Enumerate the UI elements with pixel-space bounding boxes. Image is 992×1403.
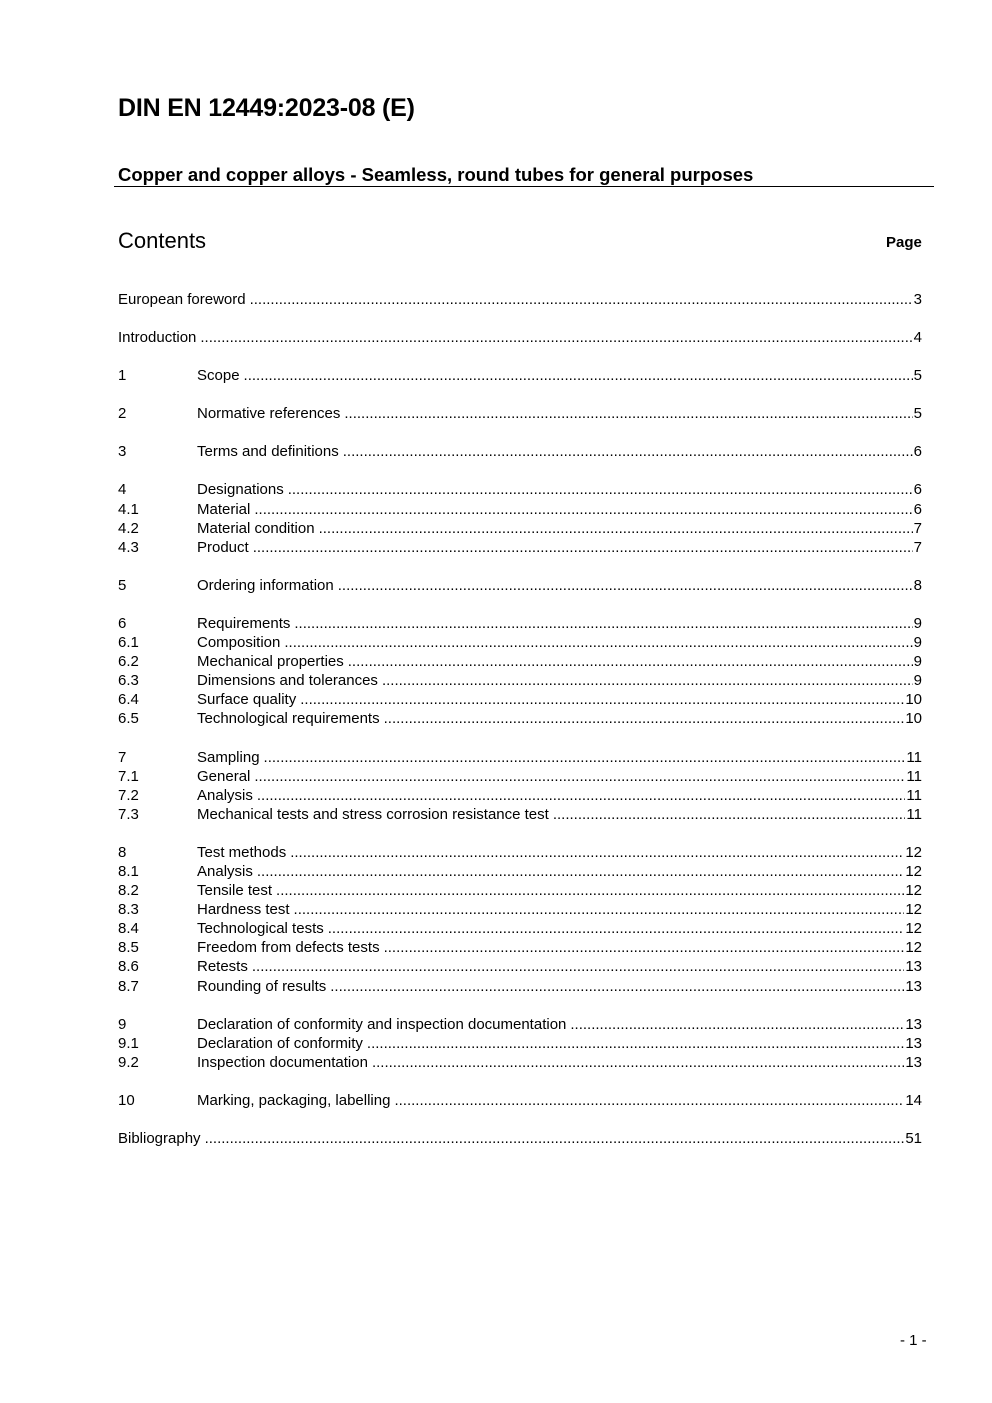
toc-dot-leader: [257, 862, 904, 881]
toc-dot-leader: [372, 1053, 904, 1072]
toc-dot-leader: [343, 442, 913, 461]
toc-entry-page: 6: [913, 500, 922, 518]
toc-group: [118, 480, 922, 556]
toc-entry-number: 4.2: [118, 519, 139, 537]
toc-entry-number: 8.2: [118, 882, 139, 900]
toc-entry-title: Freedom from defects tests: [197, 939, 380, 957]
toc-entry-title: Surface quality: [197, 691, 297, 709]
toc-dot-leader: [250, 290, 913, 309]
toc-entry-number: 7: [118, 748, 127, 766]
document-subtitle: Copper and copper alloys - Seamless, round tubes for general purposes: [118, 164, 754, 185]
toc-entry-title: Material condition: [197, 519, 315, 537]
toc-entry-number: 8.7: [118, 977, 139, 995]
toc-group: [118, 1015, 922, 1072]
toc-dot-leader: [253, 538, 913, 557]
toc-dot-leader: [382, 671, 913, 690]
toc-entry-number: 8.3: [118, 901, 139, 919]
toc-group: [118, 1091, 922, 1110]
toc-entry-title: Inspection documentation: [197, 1053, 368, 1071]
toc-entry[interactable]: [118, 1129, 922, 1148]
toc-entry-number: 7.2: [118, 786, 139, 804]
toc-entry-number: 9: [118, 1015, 127, 1033]
toc-entry-page: 3: [913, 291, 922, 308]
contents-heading: Contents: [118, 228, 207, 253]
toc-entry-number: 5: [118, 576, 127, 594]
toc-entry-page: 13: [905, 1034, 922, 1052]
toc-entry-title: Retests: [197, 958, 248, 976]
toc-entry-title: Declaration of conformity and inspection documentation: [197, 1015, 567, 1033]
toc-group: [118, 290, 922, 309]
toc-dot-leader: [348, 652, 913, 671]
toc-entry-page: 13: [905, 1015, 922, 1033]
toc-dot-leader: [300, 690, 904, 709]
toc-entry-page: 4: [913, 329, 922, 347]
toc-dot-leader: [254, 767, 905, 786]
toc-entry-title: Tensile test: [197, 882, 273, 900]
toc-entry-title: Technological tests: [197, 920, 324, 938]
toc-entry-page: 11: [906, 805, 922, 823]
toc-entry-number: 9.2: [118, 1053, 139, 1071]
toc-dot-leader: [384, 938, 905, 957]
toc-entry-page: 12: [905, 862, 922, 880]
toc-dot-leader: [264, 748, 906, 767]
toc-entry[interactable]: [118, 805, 922, 824]
toc-entry[interactable]: [118, 1015, 922, 1034]
toc-entry-page: 13: [905, 1053, 922, 1071]
toc-group: [118, 843, 922, 996]
toc-entry-number: 6.4: [118, 691, 139, 709]
toc-entry-title: Hardness test: [197, 901, 290, 919]
toc-group: [118, 328, 922, 347]
toc-entry-title: Requirements: [197, 614, 291, 632]
toc-entry[interactable]: [118, 480, 922, 499]
toc-entry-page: 9: [913, 614, 922, 632]
toc-entry-title: Mechanical tests and stress corrosion resistance test: [197, 805, 549, 823]
toc-entry[interactable]: [118, 1034, 922, 1053]
subtitle-underline: [114, 186, 934, 187]
toc-entry-title: Normative references: [197, 405, 341, 423]
toc-entry[interactable]: [118, 290, 922, 309]
toc-entry[interactable]: [118, 690, 922, 709]
toc-entry-title: Sampling: [197, 748, 260, 766]
toc-entry[interactable]: [118, 843, 922, 862]
toc-entry[interactable]: [118, 614, 922, 633]
toc-entry-number: 4: [118, 481, 127, 499]
toc-entry[interactable]: [118, 786, 922, 805]
toc-entry[interactable]: [118, 519, 922, 538]
toc-entry-number: 3: [118, 443, 127, 461]
toc-group: [118, 366, 922, 385]
toc-entry-title: Scope: [197, 367, 240, 385]
toc-entry-title: Rounding of results: [197, 977, 327, 995]
toc-dot-leader: [384, 709, 905, 728]
toc-entry-page: 10: [905, 710, 922, 728]
toc-dot-leader: [284, 633, 912, 652]
toc-entry-number: 10: [118, 1091, 135, 1109]
toc-dot-leader: [244, 366, 913, 385]
toc-entry-number: 6.5: [118, 710, 139, 728]
toc-entry[interactable]: [118, 404, 922, 423]
toc-entry-page: 13: [905, 958, 922, 976]
toc-entry-page: 10: [905, 691, 922, 709]
toc-entry-title: Bibliography: [118, 1130, 201, 1147]
toc-dot-leader: [200, 328, 912, 347]
toc-dot-leader: [288, 480, 913, 499]
toc-entry[interactable]: [118, 881, 922, 900]
toc-entry[interactable]: [118, 977, 922, 996]
toc-entry-number: 8.6: [118, 958, 139, 976]
toc-entry[interactable]: [118, 671, 922, 690]
toc-entry-title: General: [197, 767, 251, 785]
toc-entry[interactable]: [118, 633, 922, 652]
toc-entry-page: 12: [905, 843, 922, 861]
toc-group: [118, 576, 922, 595]
toc-entry-number: 6.2: [118, 653, 139, 671]
toc-group: [118, 404, 922, 423]
toc-entry[interactable]: [118, 652, 922, 671]
toc-dot-leader: [328, 919, 905, 938]
toc-entry[interactable]: [118, 709, 922, 728]
toc-entry-number: 8.5: [118, 939, 139, 957]
toc-entry-page: 12: [905, 939, 922, 957]
toc-entry-title: Designations: [197, 481, 284, 499]
toc-group: [118, 1129, 922, 1148]
toc-entry[interactable]: [118, 748, 922, 767]
toc-entry-page: 5: [913, 405, 922, 423]
toc-entry-number: 4.1: [118, 500, 139, 518]
toc-entry-title: Terms and definitions: [197, 443, 339, 461]
toc-entry-number: 9.1: [118, 1034, 139, 1052]
toc-group: [118, 442, 922, 461]
toc-entry[interactable]: [118, 576, 922, 595]
toc-dot-leader: [570, 1015, 904, 1034]
toc-entry-page: 12: [905, 882, 922, 900]
toc-group: [118, 614, 922, 729]
toc-entry-title: Product: [197, 538, 249, 556]
page-number: - 1 -: [900, 1332, 927, 1349]
toc-entry-title: Mechanical properties: [197, 653, 344, 671]
toc-entry-page: 14: [905, 1091, 922, 1109]
toc-dot-leader: [257, 786, 906, 805]
toc-entry-number: 8: [118, 843, 127, 861]
toc-entry-page: 9: [913, 653, 922, 671]
toc-dot-leader: [553, 805, 906, 824]
toc-entry-title: Ordering information: [197, 576, 334, 594]
toc-entry-title: Analysis: [197, 786, 253, 804]
toc-entry-page: 6: [913, 481, 922, 499]
toc-entry-title: Dimensions and tolerances: [197, 672, 378, 690]
toc-entry[interactable]: [118, 442, 922, 461]
toc-entry-page: 9: [913, 634, 922, 652]
toc-entry-title: Analysis: [197, 862, 253, 880]
toc-entry-title: Introduction: [118, 329, 197, 347]
toc-entry-title: Declaration of conformity: [197, 1034, 363, 1052]
toc-entry-page: 12: [905, 901, 922, 919]
toc-dot-leader: [344, 404, 912, 423]
toc-entry[interactable]: [118, 366, 922, 385]
toc-dot-leader: [338, 576, 913, 595]
toc-dot-leader: [276, 881, 904, 900]
toc-entry-title: Marking, packaging, labelling: [197, 1091, 391, 1109]
toc-group: [118, 748, 922, 824]
toc-entry-page: 11: [906, 767, 922, 785]
toc-entry[interactable]: [118, 938, 922, 957]
toc-dot-leader: [252, 957, 904, 976]
toc-entry-page: 12: [905, 920, 922, 938]
toc-entry-page: 8: [913, 576, 922, 594]
toc-dot-leader: [394, 1091, 904, 1110]
toc-dot-leader: [294, 614, 912, 633]
toc-entry-number: 6.3: [118, 672, 139, 690]
toc-entry-number: 4.3: [118, 538, 139, 556]
toc-entry[interactable]: [118, 1053, 922, 1072]
toc-entry-title: European foreword: [118, 291, 246, 308]
toc-entry-number: 7.1: [118, 767, 139, 785]
toc-entry-page: 13: [905, 977, 922, 995]
toc-dot-leader: [290, 843, 904, 862]
toc-entry-number: 2: [118, 405, 127, 423]
toc-entry-number: 6: [118, 614, 127, 632]
toc-entry[interactable]: [118, 957, 922, 976]
toc-entry-number: 1: [118, 367, 127, 385]
table-of-contents: [118, 290, 922, 1167]
toc-entry-page: 7: [913, 538, 922, 556]
toc-dot-leader: [254, 500, 912, 519]
toc-entry[interactable]: [118, 328, 922, 347]
toc-entry-number: 6.1: [118, 634, 139, 652]
toc-entry-title: Technological requirements: [197, 710, 380, 728]
toc-dot-leader: [205, 1129, 905, 1148]
toc-entry-page: 6: [913, 443, 922, 461]
toc-entry[interactable]: [118, 900, 922, 919]
toc-entry-number: 8.4: [118, 920, 139, 938]
toc-entry-title: Composition: [197, 634, 281, 652]
toc-entry-page: 11: [906, 748, 922, 766]
toc-entry[interactable]: [118, 500, 922, 519]
document-title: DIN EN 12449:2023-08 (E): [118, 94, 415, 122]
toc-entry-page: 51: [905, 1130, 922, 1147]
toc-entry[interactable]: [118, 862, 922, 881]
toc-entry-number: 7.3: [118, 805, 139, 823]
toc-dot-leader: [294, 900, 905, 919]
toc-entry[interactable]: [118, 538, 922, 557]
toc-entry-title: Test methods: [197, 843, 287, 861]
toc-entry-page: 7: [913, 519, 922, 537]
page-column-heading: Page: [886, 234, 922, 251]
toc-entry-number: 8.1: [118, 862, 139, 880]
toc-entry-page: 11: [906, 786, 922, 804]
toc-dot-leader: [330, 977, 904, 996]
toc-entry[interactable]: [118, 1091, 922, 1110]
toc-entry-page: 5: [913, 367, 922, 385]
toc-entry[interactable]: [118, 919, 922, 938]
toc-dot-leader: [367, 1034, 904, 1053]
toc-entry-page: 9: [913, 672, 922, 690]
toc-dot-leader: [319, 519, 913, 538]
toc-entry[interactable]: [118, 767, 922, 786]
toc-entry-title: Material: [197, 500, 251, 518]
